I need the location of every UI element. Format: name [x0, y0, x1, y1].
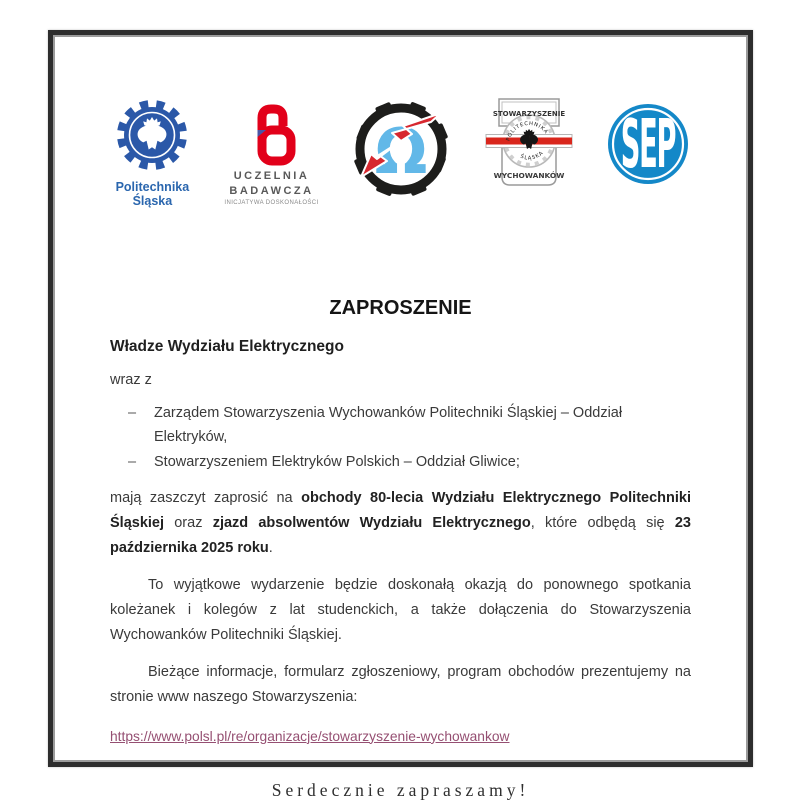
together-with-line: wraz z [110, 372, 152, 388]
invitation-title: ZAPROSZENIE [329, 297, 472, 319]
uczelnia-badawcza-line1: UCZELNIA [233, 170, 310, 182]
uczelnia-badawcza-logo [224, 93, 318, 206]
event-paragraph: To wyjątkowe wydarzenie będzie doskonałą okazją do ponownego spotkania koleżanek i kolegów z lat studenckich, a także dołączenia do Stowarzyszenia Wychowanków Politechniki Śląskiej. [110, 576, 691, 643]
badge-arc-bottom-text: ŚLĄSKA [518, 149, 545, 162]
list-item [128, 450, 691, 474]
document-frame [48, 30, 753, 800]
uczelnia-badawcza-ribbon-icon [231, 93, 313, 169]
dash-bullet: – [128, 453, 137, 470]
info-paragraph: Bieżące informacje, formularz zgłoszeniowy, program obchodów prezentujemy na stronie www naszego Stowarzyszenia: [110, 663, 691, 705]
politechnika-gear-eagle-icon [110, 93, 194, 179]
wydzial-elektryczny-logo [349, 93, 453, 207]
politechnika-caption-line2: Śląska [132, 193, 173, 208]
uczelnia-badawcza-line2: BADAWCZA [229, 184, 314, 197]
politechnika-slaska-logo [110, 93, 194, 208]
sep-letters: SEP [620, 106, 675, 184]
host-line: Władze Wydziału Elektrycznego [110, 338, 344, 355]
list-item [128, 401, 691, 450]
sep-logo [605, 99, 691, 189]
wychowankowie-badge-icon [483, 93, 575, 193]
gear-omega-lightning-icon [349, 93, 453, 207]
sep-circle-icon [605, 99, 691, 189]
badge-top-text: STOWARZYSZENIE [492, 110, 565, 118]
invite-paragraph: mają zaszczyt zaprosić na obchody 80-lecia Wydziału Elektrycznego Politechniki Śląskiej oraz zjazd absolwentów Wydziału Elektrycznego, które odbędą się 23 października 2025 roku. [110, 490, 691, 556]
omega-symbol: Ω [374, 115, 427, 188]
co-hosts-list [110, 401, 691, 474]
uczelnia-badawcza-subtitle: INICJATYWA DOSKONAŁOŚCI [224, 199, 319, 206]
badge-arc-top-text: POLITECHNIKA [505, 120, 549, 142]
invitation-document [53, 93, 748, 801]
registration-link-line [110, 729, 691, 744]
stowarzyszenie-wychowankow-logo [483, 93, 575, 193]
badge-bottom-text: WYCHOWANKÓW [493, 171, 564, 180]
co-host-1: Zarządem Stowarzyszenia Wychowanków Politechniki Śląskiej – Oddział Elektryków, [154, 405, 623, 446]
politechnika-caption-line1: Politechnika [115, 180, 190, 194]
closing-line: Serdecznie zapraszamy! [271, 779, 530, 800]
dash-bullet: – [128, 405, 137, 421]
logos-row [110, 93, 691, 213]
registration-link[interactable]: https://www.polsl.pl/re/organizacje/stowarzyszenie-wychowankow [110, 728, 510, 744]
co-host-2: Stowarzyszeniem Elektryków Polskich – Oddział Gliwice; [154, 453, 520, 470]
